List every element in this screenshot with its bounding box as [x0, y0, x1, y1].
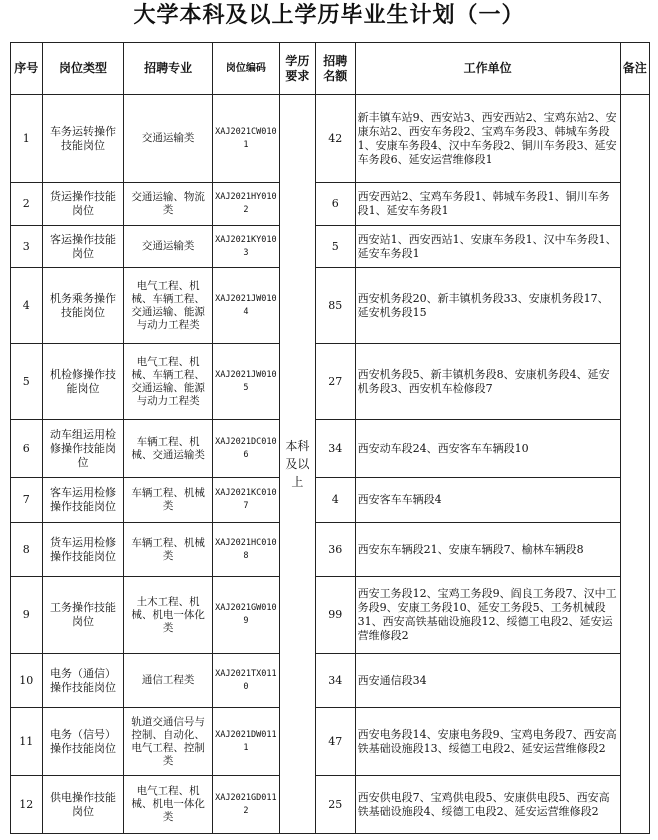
header-units: 工作单位: [355, 43, 620, 95]
cell-code: XAJ2021HY0102: [212, 183, 279, 226]
cell-count: 4: [315, 478, 355, 523]
cell-count: 85: [315, 268, 355, 344]
cell-count: 34: [315, 654, 355, 708]
cell-units: 新丰镇车站9、西安站3、西安西站2、宝鸡东站2、安康东站2、西安车务段2、宝鸡车务段3、韩城车务段1、安康车务段4、汉中车务段2、铜川车务段3、延安车务段6、延安运营维修段1: [355, 95, 620, 183]
header-type: 岗位类型: [42, 43, 124, 95]
table-row: [11, 268, 650, 344]
table-row: [11, 654, 650, 708]
cell-units: 西安机务段5、新丰镇机务段8、安康机务段4、延安机务段3、西安机车检修段7: [355, 344, 620, 420]
cell-code: XAJ2021DC0106: [212, 420, 279, 478]
cell-seq: 8: [11, 523, 43, 577]
cell-code: XAJ2021GD0112: [212, 776, 279, 834]
cell-count: 42: [315, 95, 355, 183]
cell-count: 6: [315, 183, 355, 226]
page-title: 大学本科及以上学历毕业生计划（一）: [133, 3, 525, 28]
cell-units: 西安电务段14、安康电务段9、宝鸡电务段7、西安高铁基础设施段13、绥德工电段2、延安运营维修段2: [355, 708, 620, 776]
cell-major: 交通运输类: [124, 226, 212, 268]
cell-seq: 9: [11, 577, 43, 654]
cell-type: 电务（信号）操作技能岗位: [42, 708, 124, 776]
cell-count: 5: [315, 226, 355, 268]
cell-units: 西安机务段20、新丰镇机务段33、安康机务段17、延安机务段15: [355, 268, 620, 344]
cell-code: XAJ2021JW0104: [212, 268, 279, 344]
cell-units: 西安西站2、宝鸡车务段1、韩城车务段1、铜川车务段1、延安车务段1: [355, 183, 620, 226]
table-row: [11, 478, 650, 523]
table-row: [11, 183, 650, 226]
cell-seq: 6: [11, 420, 43, 478]
cell-count: 36: [315, 523, 355, 577]
cell-seq: 3: [11, 226, 43, 268]
cell-code: XAJ2021KY0103: [212, 226, 279, 268]
cell-major: 电气工程、机械、车辆工程、交通运输、能源与动力工程类: [124, 344, 212, 420]
cell-seq: 5: [11, 344, 43, 420]
cell-major: 车辆工程、机械类: [124, 478, 212, 523]
cell-type: 机务乘务操作技能岗位: [42, 268, 124, 344]
table-row: [11, 708, 650, 776]
cell-type: 动车组运用检修操作技能岗位: [42, 420, 124, 478]
header-edu: 学历要求: [280, 43, 316, 95]
cell-units: 西安客车车辆段4: [355, 478, 620, 523]
cell-type: 车务运转操作技能岗位: [42, 95, 124, 183]
table-row: [11, 95, 650, 183]
cell-count: 99: [315, 577, 355, 654]
cell-type: 工务操作技能岗位: [42, 577, 124, 654]
cell-code: XAJ2021JW0105: [212, 344, 279, 420]
cell-count: 47: [315, 708, 355, 776]
cell-code: XAJ2021HC0108: [212, 523, 279, 577]
header-seq: 序号: [11, 43, 43, 95]
header-count: 招聘名额: [315, 43, 355, 95]
table-row: [11, 420, 650, 478]
cell-seq: 12: [11, 776, 43, 834]
cell-code: XAJ2021GW0109: [212, 577, 279, 654]
cell-major: 车辆工程、机械类: [124, 523, 212, 577]
cell-major: 电气工程、机械、机电一体化类: [124, 776, 212, 834]
cell-code: XAJ2021DW0111: [212, 708, 279, 776]
cell-units: 西安供电段7、宝鸡供电段5、安康供电段5、西安高铁基础设施段4、绥德工电段2、延安运营维修段2: [355, 776, 620, 834]
cell-major: 土木工程、机械、机电一体化类: [124, 577, 212, 654]
table-row: [11, 226, 650, 268]
cell-major: 通信工程类: [124, 654, 212, 708]
header-note: 备注: [620, 43, 649, 95]
cell-note: [620, 95, 649, 834]
table-row: [11, 344, 650, 420]
cell-type: 客运操作技能岗位: [42, 226, 124, 268]
cell-seq: 1: [11, 95, 43, 183]
cell-education: 本科及以上: [280, 95, 316, 834]
cell-major: 交通运输、物流类: [124, 183, 212, 226]
cell-type: 机检修操作技能岗位: [42, 344, 124, 420]
cell-units: 西安站1、西安西站1、安康车务段1、汉中车务段1、延安车务段1: [355, 226, 620, 268]
cell-major: 车辆工程、机械、交通运输类: [124, 420, 212, 478]
cell-major: 电气工程、机械、车辆工程、交通运输、能源与动力工程类: [124, 268, 212, 344]
cell-count: 27: [315, 344, 355, 420]
cell-type: 电务（通信）操作技能岗位: [42, 654, 124, 708]
cell-seq: 7: [11, 478, 43, 523]
cell-units: 西安通信段34: [355, 654, 620, 708]
table-row: [11, 523, 650, 577]
cell-code: XAJ2021TX0110: [212, 654, 279, 708]
cell-type: 货车运用检修操作技能岗位: [42, 523, 124, 577]
header-row: [11, 43, 650, 95]
cell-units: 西安工务段12、宝鸡工务段9、阎良工务段7、汉中工务段9、安康工务段10、延安工务段5、工务机械段31、西安高铁基础设施段12、绥德工电段2、延安运营维修段2: [355, 577, 620, 654]
cell-seq: 10: [11, 654, 43, 708]
cell-code: XAJ2021KC0107: [212, 478, 279, 523]
cell-units: 西安东车辆段21、安康车辆段7、榆林车辆段8: [355, 523, 620, 577]
cell-seq: 11: [11, 708, 43, 776]
cell-type: 客车运用检修操作技能岗位: [42, 478, 124, 523]
header-major: 招聘专业: [124, 43, 212, 95]
cell-seq: 4: [11, 268, 43, 344]
table-row: [11, 577, 650, 654]
cell-units: 西安动车段24、西安客车车辆段10: [355, 420, 620, 478]
table-row: [11, 776, 650, 834]
cell-type: 货运操作技能岗位: [42, 183, 124, 226]
cell-type: 供电操作技能岗位: [42, 776, 124, 834]
cell-seq: 2: [11, 183, 43, 226]
cell-count: 25: [315, 776, 355, 834]
cell-code: XAJ2021CW0101: [212, 95, 279, 183]
cell-major: 交通运输类: [124, 95, 212, 183]
plan-table: [10, 42, 650, 834]
cell-major: 轨道交通信号与控制、自动化、电气工程、控制类: [124, 708, 212, 776]
cell-count: 34: [315, 420, 355, 478]
header-code: 岗位编码: [212, 43, 279, 95]
